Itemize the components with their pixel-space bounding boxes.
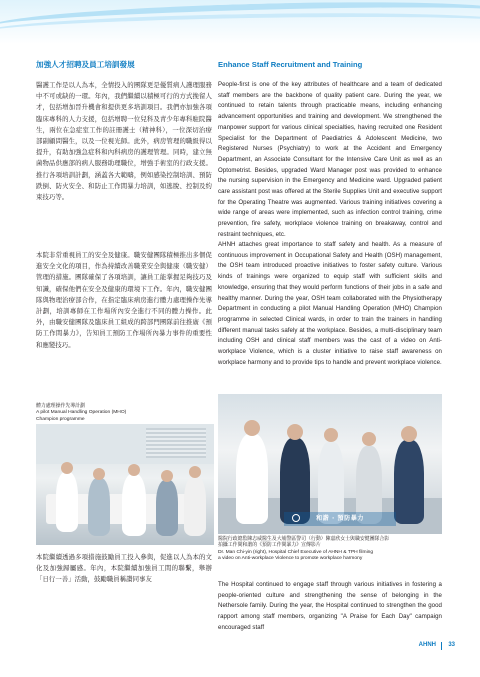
en-paragraph-2: AHNH attaches great importance to staff safety and health. As a measure of continuous improvement in Occupational Safety and Health (OSH) management, the OSH team introduced proactive initiatives to foster safety culture. Various kinds of trainings were organized to equip staff with sufficient skills and knowledge, ensuring that they would perform functions of their jobs in a safe and healthy manner. During the year, OSH team collaborated with the Physiotherapy Department in conducting a pilot Manual Handling Operation (MHO) Champion programme in selected Clinical wards, in order to train the trainers in handling different manual tasks safely at the workplace. Besides, a multi-disciplinary team including OSH and clinical staff members was the cast of a video on Anti-workplace Violence, which is a cluster initiative to raise staff awareness on workplace harmony and to provide tips to handle and prevent workplace violence. [218,241,442,366]
en-closing-paragraph: The Hospital continued to engage staff through various initiatives in fostering a people-oriented culture and strengthening the sense of belonging in the Nethersole family. During the year, the Hospital continued to strengthen the good rapport among staff members, organizing "A Praise for Each Day" campaign encouraged staff [218,581,442,631]
photo-banner-text: 和諧 · 預防暴力 [284,512,396,526]
anti-violence-video-photo [218,394,442,534]
header-decoration [0,0,480,44]
right-caption-zh-2: 拍攝工作間和諧的《預防工作間暴力》宣傳影片 [218,543,321,549]
banner-circle-icon [292,514,300,522]
right-caption-en-1: Dr. Man Chi-yin (right), Hospital Chief Executive of AHNH & TPH filming [218,549,374,555]
right-photo-caption [218,537,442,563]
right-caption-zh-1: 醫院行政總監陳志威醫生及大埔警區警司（行動）陳嘉欣女士與職安健團隊合影 [218,537,390,542]
footer-divider [441,642,442,650]
left-caption-en-2: Champion programme [36,416,85,422]
mho-training-photo [36,424,214,545]
zh-closing-paragraph: 本院繼續透過多項措施鼓勵員工投入參與，促進以人為本的文化及加強歸屬感。年內，本院繼續加強員工間的聯繫，舉辦「日行一善」活動，鼓勵職員稱讚同事友 [36,553,212,584]
footer-org-name: AHNH [418,642,436,648]
zh-section-title: 加強人才招聘及員工培訓發展 [36,60,135,69]
footer [0,654,480,677]
en-paragraph-1: People-first is one of the key attributes of healthcare and a team of dedicated staff members are the backbone of quality patient care. During the year, we continued to retain talents through practicable means, including enhancing advancement opportunities and training and development. We strengthened the manpower support for various clinical specialties, having recruited one Resident Specialist for the Department of Paediatrics & Adolescent Medicine, two Registered Nurses (Psychiatry) to work at the Accident and Emergency Department, an Associate Consultant for the Intensive Care Unit as well as an Optometrist. Besides, upgraded Ward Manager post was provided to enhance the nursing supervision in the Emergency and Medicine ward. Upgraded patient care assistant post was offered at the Sterile Supplies Unit and executive support for the Operating Theatre was augmented. Various training initiatives covering a wide range of areas were implemented, such as infection control training, crime prevention, fire safety, workplace violence training on breakaway, control and restraint techniques, etc. [218,81,442,238]
right-caption-en-2: a video on Anti-workplace Violence to promote workplace harmony [218,556,363,562]
en-section-title: Enhance Staff Recruitment and Training [218,60,363,69]
page-number: 33 [448,642,455,648]
left-caption-zh: 體力處理操作先導計劃 [36,404,85,409]
left-caption-en-1: A pilot Manual Handling Operation (MHO) [36,410,127,416]
zh-paragraph-1: 醫護工作是以人為本，全情投入的團隊更是優質病人護理服務中不可或缺的一環。年內，我們繼續以積極可行的方式挽留人才，包括增加晉升機會和提供更多培訓項目。我們亦加強各項臨床專科的人力支援，包括增聘一位兒科及青少年專科駐院醫生，兩位在急症室工作的註冊護士（精神科），一位深切治療部副顧問醫生，以及一位視光師。此外，病房管理的職級得以提升，有助加強急症科和內科病房的護理管理。同時，建立無菌物品供應部的病人服務助理職位，增強手術室的行政支援。推行各項培訓計劃，涵蓋各大範疇，例如感染控制培訓、預防跌倒、防火安全、和防止工作間暴力培訓，如逃脫、控制及約束技巧等。 [36,81,212,202]
zh-paragraph-2: 本院非常重視員工的安全及健康。職安健團隊積極推出多個促進安全文化的項目，作為持續改善職業安全與健康（職安健）管理的措施。團隊確保了各項培訓，讓員工能掌握足夠技巧及知識，確保他們在安全及健康的環境下工作。年內，職安健團隊與物理治療部合作，在指定臨床病房進行體力處理操作先導計劃，培訓專師在工作場所內安全進行不同的體力操作。此外，由職安健團隊及臨床員工組成的跨部門團隊前往推廣《預防工作間暴力》，告知員工預防工作場所內暴力事件的重要性和應變技巧。 [36,251,212,349]
left-photo-caption [36,404,206,423]
